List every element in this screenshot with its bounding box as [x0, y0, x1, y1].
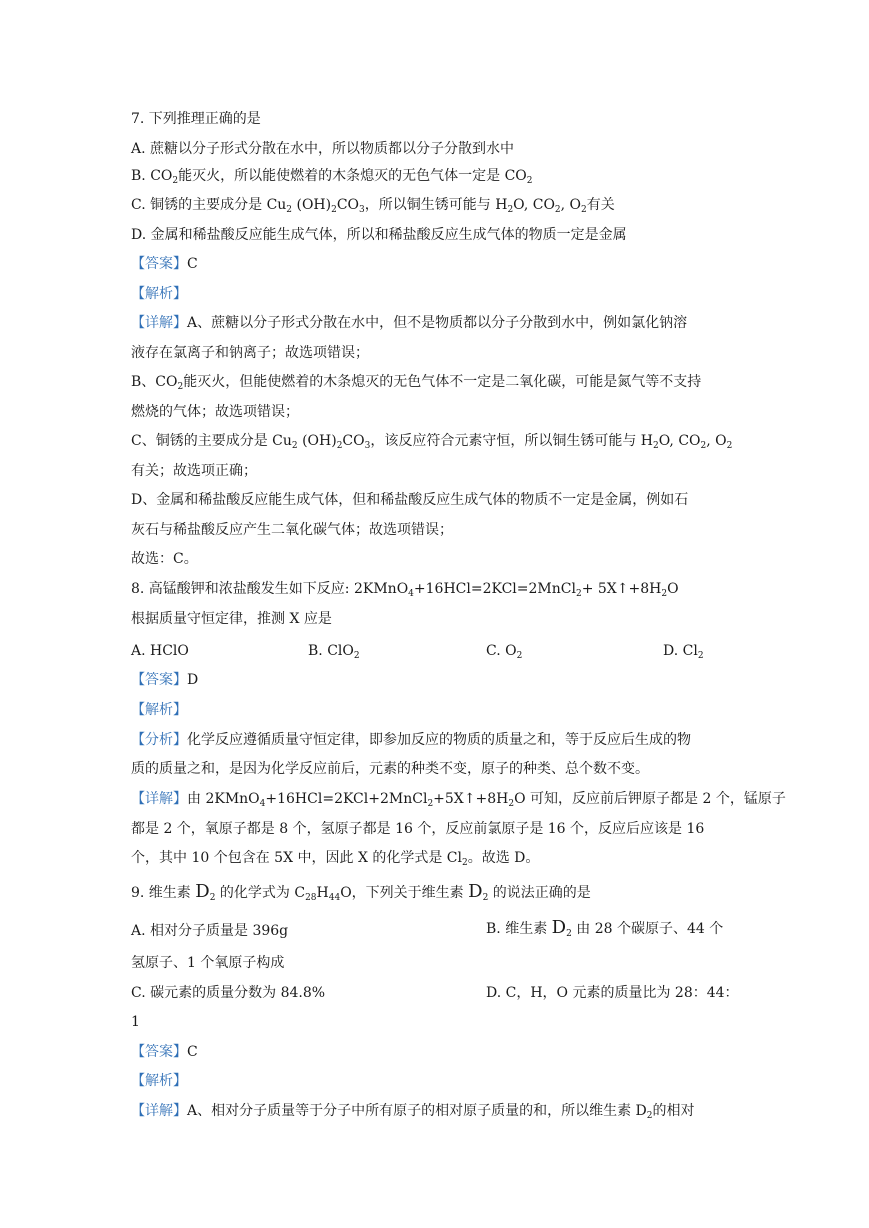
q7-detail-line-2: 液存在氯离子和钠离子；故选项错误； [131, 345, 369, 361]
q8-detail-line-3: 个，其中 10 个包含在 5X 中，因此 X 的化学式是 $Cl_2$。故选 D。 [131, 850, 540, 868]
q8-answer: 【答案】D [131, 672, 199, 688]
q8-fenxi-line-1: 【分析】化学反应遵循质量守恒定律，即参加反应的物质的质量之和，等于反应后生成的物 [131, 732, 691, 748]
q9-option-a: A. 相对分子质量是 396g [131, 923, 289, 939]
q7-option-a: A. 蔗糖以分子形式分散在水中，所以物质都以分子分散到水中 [131, 141, 515, 157]
q9-option-c: C. 碳元素的质量分数为 84.8% [131, 985, 326, 1001]
q8-option-a: A. HClO [131, 643, 189, 659]
q7-analysis-tag: 【解析】 [131, 286, 187, 302]
q8-stem: 8. 高锰酸钾和浓盐酸发生如下反应: 2KMnO$_4$+16HCl=2KCl=2MnCl$_2$+ $5X↑+8H_2O$ [131, 581, 679, 599]
q8-detail-line-1: 【详解】由 $2KMnO_4+16HCl=2KCl+2MnCl_2+5X↑+8H_2O$ 可知，反应前后钾原子都是 2 个，锰原子 [131, 791, 786, 809]
q7-detail-line-4: 燃烧的气体；故选项错误； [131, 404, 299, 420]
q7-detail-line-8: 灰石与稀盐酸反应产生二氧化碳气体；故选项错误； [131, 522, 453, 538]
q7-answer: 【答案】C [131, 256, 198, 272]
q8-analysis-tag: 【解析】 [131, 702, 187, 718]
q8-option-b: B. ClO$_2$ [308, 643, 360, 661]
q7-detail-line-6: 有关；故选项正确； [131, 463, 257, 479]
q7-stem: 7. 下列推理正确的是 [131, 111, 261, 127]
answer-tag: 【答案】 [131, 256, 187, 272]
q7-option-d: D. 金属和稀盐酸反应能生成气体，所以和稀盐酸反应生成气体的物质一定是金属 [131, 227, 627, 243]
q9-option-d-cont: 1 [131, 1014, 140, 1030]
q7-option-b: B. $CO_2$能灭火，所以能使燃着的木条熄灭的无色气体一定是 $CO_2$ [131, 168, 533, 186]
q9-answer: 【答案】C [131, 1044, 198, 1060]
q7-detail-line-7: D、金属和稀盐酸反应能生成气体，但和稀盐酸反应生成气体的物质不一定是金属，例如石 [131, 492, 689, 508]
q9-option-b-cont: 氢原子、1 个氧原子构成 [131, 955, 285, 971]
q9-analysis-tag: 【解析】 [131, 1073, 187, 1089]
q7-option-c: C. 铜锈的主要成分是 $Cu_2$ $(OH)_2CO_3$，所以铜生锈可能与 $H_2O$, $CO_2$, $O_2$有关 [131, 197, 615, 215]
q8-stem-line-2: 根据质量守恒定律，推测 X 应是 [131, 611, 332, 627]
q8-fenxi-line-2: 质的质量之和，是因为化学反应前后，元素的种类不变，原子的种类、总个数不变。 [131, 761, 649, 777]
q9-stem: 9. 维生素 $D_2$ 的化学式为 $C_{28}H_{44}O$，下列关于维生素 $D_2$ 的说法正确的是 [131, 881, 591, 903]
q7-detail-line-5: C、铜锈的主要成分是 $Cu_2$ $(OH)_2CO_3$，该反应符合元素守恒，所以铜生锈可能与 $H_2O$, $CO_2$, $O_2$ [131, 433, 733, 451]
q7-detail-line-1: 【详解】A、蔗糖以分子形式分散在水中，但不是物质都以分子分散到水中，例如氯化钠溶 [131, 315, 688, 331]
q8-option-d: D. $Cl_2$ [663, 643, 704, 661]
q9-option-d: D. C，H，O 元素的质量比为 28：44： [486, 985, 739, 1001]
q8-detail-line-2: 都是 2 个，氧原子都是 8 个，氢原子都是 16 个，反应前氯原子是 16 个，反应后应该是 16 [131, 821, 705, 837]
q9-option-b: B. 维生素 $D_2$ 由 28 个碳原子、44 个 [486, 917, 724, 939]
q9-detail-line-1: 【详解】A、相对分子质量等于分子中所有原子的相对原子质量的和，所以维生素 $D_2$的相对 [131, 1103, 695, 1121]
q8-option-c: C. $O_2$ [486, 643, 523, 661]
q7-detail-line-3: B、$CO_2$能灭火，但能使燃着的木条熄灭的无色气体不一定是二氧化碳，可能是氮气等不支持 [131, 374, 702, 392]
q7-detail-line-9: 故选：C。 [131, 551, 198, 567]
